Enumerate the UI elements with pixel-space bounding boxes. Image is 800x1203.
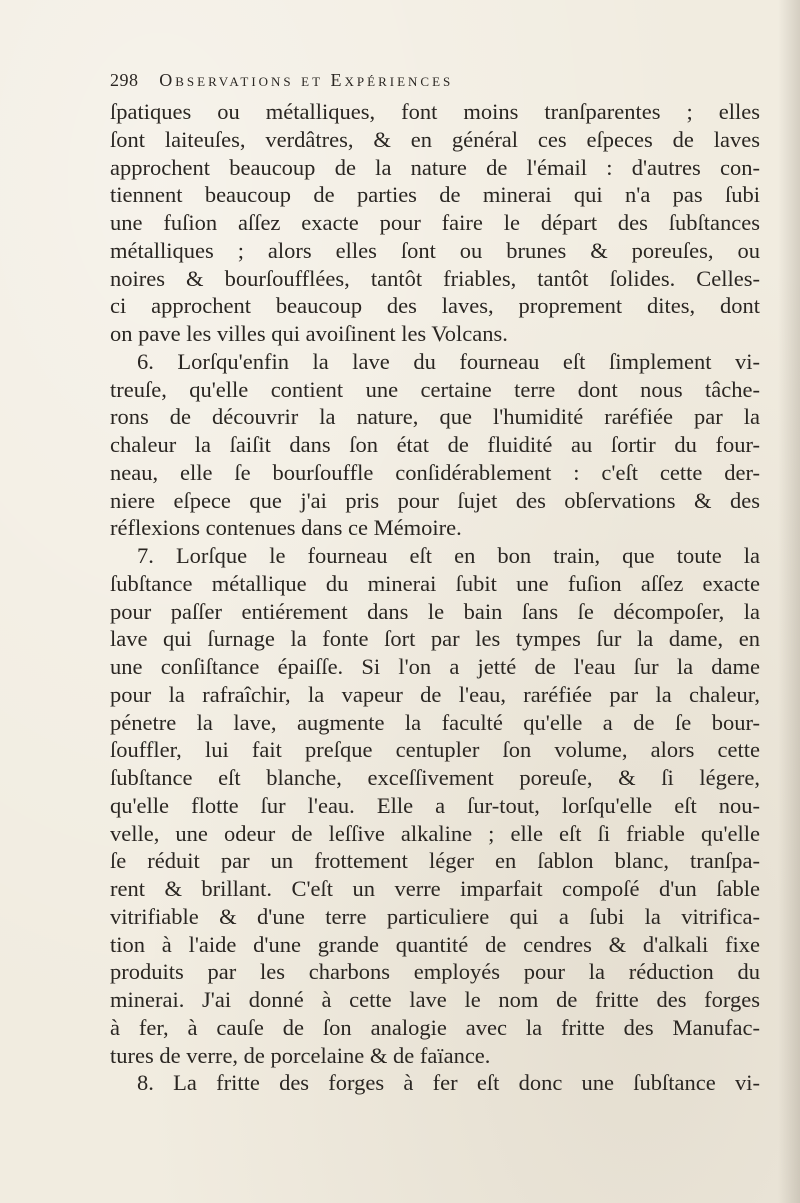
text-line: ſe réduit par un frottement léger en ſablon blanc, tranſpa- bbox=[110, 848, 760, 874]
text-line: approchent beaucoup de la nature de l'émail : d'autres con- bbox=[110, 154, 760, 180]
text-line: pour la rafraîchir, la vapeur de l'eau, raréfiée par la chaleur, bbox=[110, 681, 760, 707]
text-line: niere eſpece que j'ai pris pour ſujet des obſervations & des bbox=[110, 487, 760, 513]
text-line: ſpatiques ou métalliques, font moins tranſparentes ; elles bbox=[110, 99, 760, 124]
text-line: ci approchent beaucoup des laves, proprement dites, dont bbox=[110, 293, 760, 319]
text-line: vitrifiable & d'une terre particuliere qui a ſubi la vitrifica- bbox=[110, 903, 760, 929]
paragraph-start-7: 7. Lorſque le fourneau eſt en bon train, que toute la bbox=[137, 543, 760, 568]
paragraph-start-6: 6. Lorſqu'enfin la lave du fourneau eſt ſimplement vi- bbox=[137, 348, 760, 374]
text-line: rons de découvrir la nature, que l'humidité raréfiée par la bbox=[110, 404, 760, 430]
running-head: Observations et Expériences bbox=[159, 70, 454, 90]
text-line: ſubſtance métallique du minerai ſubit une fuſion aſſez exacte bbox=[110, 570, 760, 596]
text-line: pénetre la lave, augmente la faculté qu'elle a de ſe bour- bbox=[110, 709, 760, 735]
text-line: ſouffler, lui fait preſque centupler ſon volume, alors cette bbox=[110, 737, 760, 763]
text-line: ſont laiteuſes, verdâtres, & en général ces eſpeces de laves bbox=[110, 126, 760, 152]
text-line: une fuſion aſſez exacte pour faire le départ des ſubſtances bbox=[110, 210, 760, 235]
text-line: on pave les villes qui avoiſinent les Volcans. bbox=[110, 321, 508, 346]
text-line: tiennent beaucoup de parties de minerai qui n'a pas ſubi bbox=[110, 182, 760, 208]
text-line: neau, elle ſe bourſouffle conſidérablement : c'eſt cette der- bbox=[110, 459, 760, 485]
text-line: métalliques ; alors elles ſont ou brunes & poreuſes, ou bbox=[110, 237, 760, 263]
text-line: chaleur la ſaiſit dans ſon état de fluidité au ſortir du four- bbox=[110, 432, 760, 457]
text-line: tion à l'aide d'une grande quantité de cendres & d'alkali fixe bbox=[110, 931, 760, 957]
text-line: velle, une odeur de leſſive alkaline ; elle eſt ſi friable qu'elle bbox=[110, 820, 760, 846]
text-line: produits par les charbons employés pour la réduction du bbox=[110, 959, 760, 985]
text-line: qu'elle flotte ſur l'eau. Elle a ſur-tout, lorſqu'elle eſt nou- bbox=[110, 792, 760, 818]
text-line: rent & brillant. C'eſt un verre imparfait compoſé d'un ſable bbox=[110, 876, 760, 901]
text-line: noires & bourſoufflées, tantôt friables, tantôt ſolides. Celles- bbox=[110, 265, 760, 291]
text-line: treuſe, qu'elle contient une certaine terre dont nous tâche- bbox=[110, 376, 760, 402]
text-line: à fer, à cauſe de ſon analogie avec la fritte des Manufac- bbox=[110, 1014, 760, 1040]
text-line: pour paſſer entiérement dans le bain ſans ſe décompoſer, la bbox=[110, 598, 760, 624]
text-line: ſubſtance eſt blanche, exceſſivement poreuſe, & ſi légere, bbox=[110, 765, 760, 790]
text-line: une conſiſtance épaiſſe. Si l'on a jetté de l'eau ſur la dame bbox=[110, 654, 760, 679]
text-line: minerai. J'ai donné à cette lave le nom de fritte des forges bbox=[110, 987, 760, 1012]
page-number: 298 bbox=[110, 70, 139, 90]
page-header bbox=[110, 70, 750, 100]
text-line: réflexions contenues dans ce Mémoire. bbox=[110, 515, 462, 541]
body-text bbox=[110, 98, 760, 1097]
paragraph-start-8: 8. La fritte des forges à fer eſt donc une ſubſtance vi- bbox=[137, 1070, 760, 1096]
text-line: tures de verre, de porcelaine & de faïance. bbox=[110, 1042, 491, 1068]
page-edge-shadow bbox=[778, 0, 800, 1203]
text-line: lave qui ſurnage la fonte ſort par les tympes ſur la dame, en bbox=[110, 626, 760, 652]
